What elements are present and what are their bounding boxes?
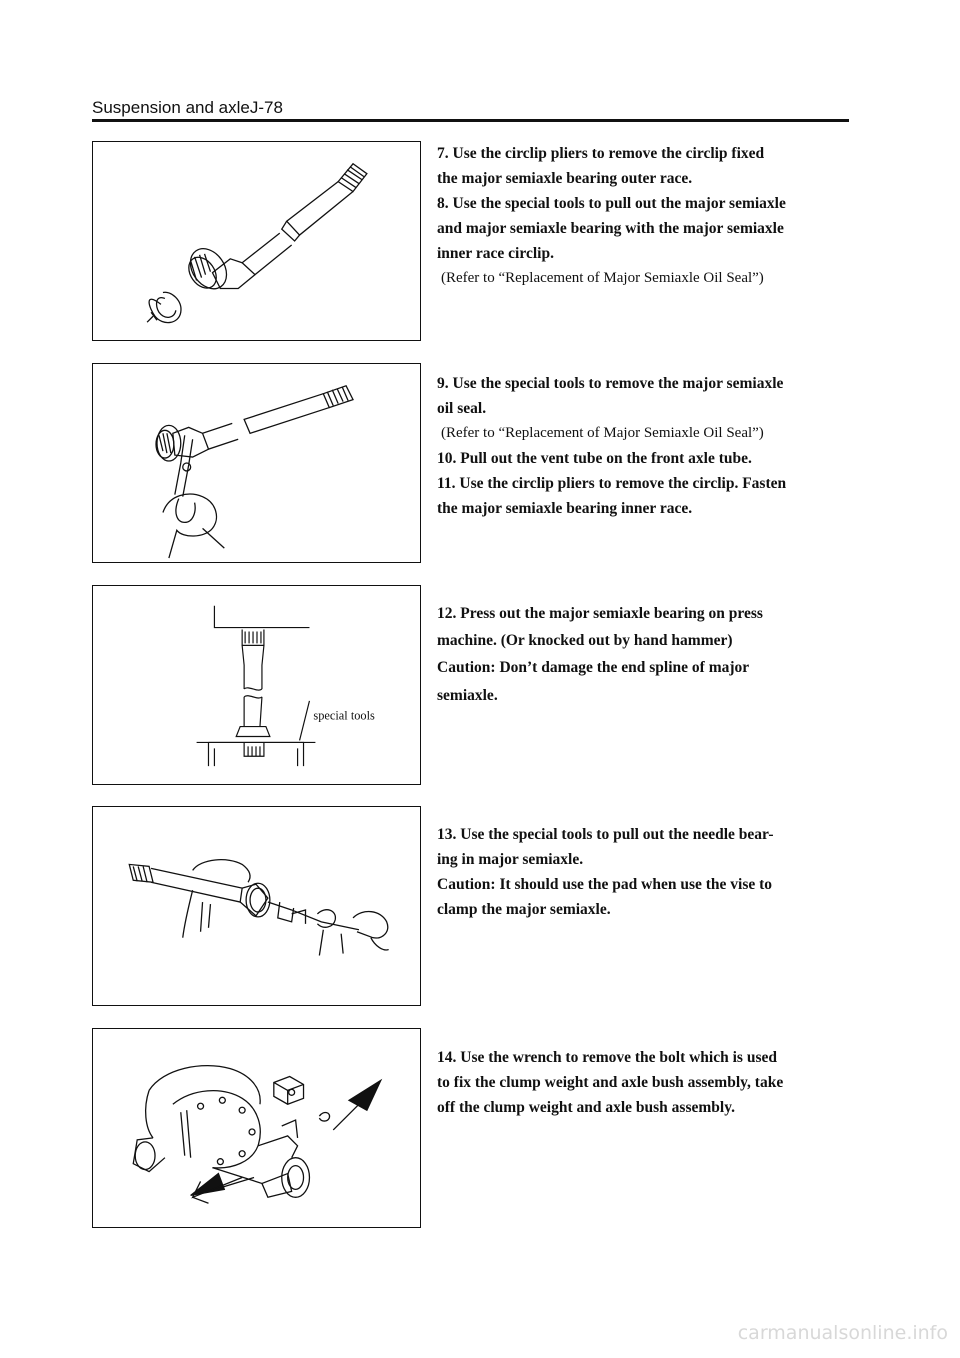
step-12-caution-line-2: semiaxle.	[437, 687, 498, 704]
step-7-line-2: the major semiaxle bearing outer race.	[437, 170, 693, 187]
reference-note: (Refer to “Replacement of Major Semiaxle Oil Seal”)	[441, 270, 764, 286]
figure-clump-weight	[92, 1028, 421, 1228]
special-tools-label: special tools	[313, 708, 375, 723]
page-header: Suspension and axleJ-78	[92, 98, 283, 117]
step-14	[437, 1045, 849, 1120]
step-12-caution-line-1: Caution: Don’t damage the end spline of major	[437, 659, 750, 676]
step-14-line-2: to fix the clump weight and axle bush assembly, take	[437, 1074, 784, 1091]
step-13-caution-line-1: Caution: It should use the pad when use the vise to	[437, 876, 773, 893]
step-9-line-1: 9. Use the special tools to remove the major semiaxle	[437, 375, 784, 392]
step-11-line-2: the major semiaxle bearing inner race.	[437, 500, 693, 517]
reference-note: (Refer to “Replacement of Major Semiaxle Oil Seal”)	[441, 425, 764, 441]
step-12-line-2: machine. (Or knocked out by hand hammer)	[437, 632, 733, 649]
step-13-line-1: 13. Use the special tools to pull out the needle bear-	[437, 826, 774, 843]
steps-9-11	[437, 371, 849, 521]
step-14-line-3: off the clump weight and axle bush assembly.	[437, 1099, 735, 1116]
clump-weight-illustration	[93, 1029, 420, 1227]
header-rule	[92, 119, 849, 122]
step-8-line-1: 8. Use the special tools to pull out the major semiaxle	[437, 195, 786, 212]
step-8-line-3: inner race circlip.	[437, 245, 554, 262]
steps-7-8	[437, 141, 849, 291]
figure-semiaxle-circlip	[92, 141, 421, 341]
step-12-line-1: 12. Press out the major semiaxle bearing on press	[437, 605, 763, 622]
press-machine-illustration	[93, 586, 420, 784]
step-12	[437, 600, 849, 711]
step-8-line-2: and major semiaxle bearing with the major semiaxle	[437, 220, 784, 237]
step-10-line: 10. Pull out the vent tube on the front axle tube.	[437, 450, 752, 467]
step-13	[437, 822, 849, 922]
watermark: carmanualsonline.info	[737, 1322, 948, 1344]
step-13-caution-line-2: clamp the major semiaxle.	[437, 901, 611, 918]
figure-press-bearing	[92, 585, 421, 785]
figure-needle-bearing	[92, 806, 421, 1006]
step-7-line-1: 7. Use the circlip pliers to remove the circlip fixed	[437, 145, 765, 162]
step-9-line-2: oil seal.	[437, 400, 487, 417]
step-14-line-1: 14. Use the wrench to remove the bolt which is used	[437, 1049, 777, 1066]
semiaxle-circlip-illustration	[93, 142, 420, 340]
oil-seal-removal-illustration	[93, 364, 420, 562]
step-13-line-2: ing in major semiaxle.	[437, 851, 584, 868]
needle-bearing-illustration	[93, 807, 420, 1005]
step-11-line-1: 11. Use the circlip pliers to remove the circlip. Fasten	[437, 475, 787, 492]
figure-oil-seal-removal	[92, 363, 421, 563]
